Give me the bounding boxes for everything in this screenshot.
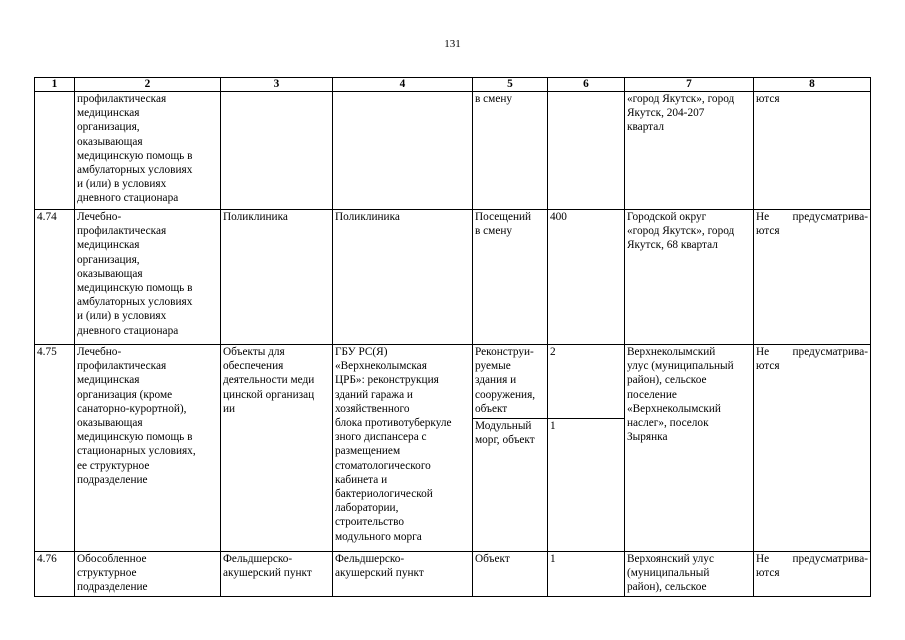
cell-line: в смену — [475, 225, 513, 238]
cell-location — [625, 552, 754, 597]
cell-line: организация (кроме — [77, 388, 173, 401]
cell-line: зданий гаража и — [335, 388, 413, 401]
cell-line: в смену — [475, 93, 513, 105]
cell-line: модульного морга — [335, 530, 422, 543]
cell-line: медицинская — [77, 107, 140, 120]
cell-unit — [473, 92, 548, 210]
cell-zones — [754, 210, 871, 345]
cell-line: Не предусматрива- — [756, 346, 868, 358]
table-row — [35, 552, 871, 597]
cell-line: улус (муниципальный — [627, 360, 734, 373]
cell-purpose — [221, 552, 333, 597]
cell-zones — [754, 345, 871, 552]
cell-line: размещением — [335, 445, 401, 458]
cell-line: и (или) в условиях — [77, 310, 167, 323]
document-table — [34, 77, 871, 597]
cell-line: ЦРБ»: реконструкция — [335, 374, 439, 387]
cell-line: подразделение — [77, 581, 148, 594]
cell-purpose — [221, 92, 333, 210]
header-cell: 1 — [35, 78, 75, 92]
cell-line: морг, объект — [475, 434, 535, 447]
cell-line: Поликлиника — [223, 211, 288, 223]
cell-line: подразделение — [77, 473, 148, 486]
cell-line: Реконструи- — [475, 346, 534, 358]
cell-line: ются — [756, 93, 780, 105]
cell-capacity — [548, 92, 625, 210]
cell-line: профилактическая — [77, 93, 167, 105]
cell-zones — [754, 552, 871, 597]
cell-line: здания и — [475, 374, 517, 387]
cell-unit — [473, 210, 548, 345]
cell-number: 4.74 — [35, 210, 75, 345]
cell-name — [333, 552, 473, 597]
cell-line: амбулаторных условиях — [77, 296, 193, 309]
cell-line: дневного стационара — [77, 192, 179, 205]
cell-line: поселение — [627, 388, 677, 401]
cell-line: Городской округ — [627, 211, 707, 223]
cell-line: (муниципальный — [627, 567, 710, 580]
cell-object-type — [75, 552, 221, 597]
cell-line: Объект — [475, 553, 510, 565]
cell-line: лаборатории, — [335, 502, 399, 515]
cell-line: объект — [475, 402, 508, 415]
table-row — [35, 92, 871, 210]
cell-location — [625, 210, 754, 345]
cell-line: ются — [756, 567, 780, 580]
cell-purpose — [221, 210, 333, 345]
cell-name — [333, 92, 473, 210]
cell-capacity: 2 — [548, 345, 625, 419]
header-cell: 6 — [548, 78, 625, 92]
cell-line: Модульный — [475, 420, 532, 432]
cell-line: медицинская — [77, 374, 140, 387]
table-row — [35, 345, 871, 419]
cell-line: профилактическая — [77, 360, 167, 373]
cell-line: медицинская — [77, 239, 140, 252]
cell-line: обеспечения — [223, 360, 284, 373]
cell-line: «Верхнеколымский — [627, 402, 721, 415]
header-cell: 4 — [333, 78, 473, 92]
cell-line: и (или) в условиях — [77, 178, 167, 191]
cell-line: «город Якутск», город — [627, 93, 735, 105]
cell-line: Зырянка — [627, 431, 668, 444]
cell-capacity: 400 — [548, 210, 625, 345]
cell-line: сооружения, — [475, 388, 536, 401]
cell-line: район), сельское — [627, 374, 707, 387]
cell-name — [333, 345, 473, 552]
cell-line: руемые — [475, 360, 511, 373]
cell-object-type — [75, 345, 221, 552]
cell-line: Якутск, 204-207 — [627, 107, 705, 120]
cell-line: зного диспансера с — [335, 431, 427, 444]
cell-line: акушерский пункт — [223, 567, 312, 580]
cell-line: «Верхнеколымская — [335, 360, 427, 373]
cell-line: ются — [756, 225, 780, 238]
cell-line: Якутск, 68 квартал — [627, 239, 718, 252]
cell-number: 4.75 — [35, 345, 75, 552]
cell-line: Верхнеколымский — [627, 346, 716, 358]
cell-line: кабинета и — [335, 473, 388, 486]
cell-line: строительство — [335, 516, 405, 529]
table-row — [35, 210, 871, 345]
cell-line: структурное — [77, 567, 137, 580]
cell-line: наслег», поселок — [627, 417, 709, 430]
cell-capacity: 1 — [548, 419, 625, 552]
cell-line: Лечебно- — [77, 346, 122, 358]
cell-line: ее структурное — [77, 459, 150, 472]
cell-line: стационарных условиях, — [77, 445, 196, 458]
cell-line: Посещений — [475, 211, 532, 223]
page-number: 131 — [444, 38, 461, 50]
cell-line: Фельдшерско- — [335, 553, 405, 565]
cell-purpose — [221, 345, 333, 552]
header-row — [35, 78, 871, 92]
cell-line: хозяйственного — [335, 402, 410, 415]
cell-line: оказывающая — [77, 267, 143, 280]
cell-line: Обособленное — [77, 553, 147, 565]
cell-line: блока противотуберкуле — [335, 417, 452, 430]
cell-unit — [473, 552, 548, 597]
cell-line: амбулаторных условиях — [77, 164, 193, 177]
cell-line: бактериологической — [335, 488, 433, 501]
cell-line: организация, — [77, 121, 140, 134]
cell-number: 4.76 — [35, 552, 75, 597]
cell-line: Не предусматрива- — [756, 211, 868, 223]
cell-capacity: 1 — [548, 552, 625, 597]
cell-line: ии — [223, 402, 236, 415]
cell-line: Объекты для — [223, 346, 285, 358]
cell-line: профилактическая — [77, 225, 167, 238]
cell-name — [333, 210, 473, 345]
cell-location — [625, 345, 754, 552]
cell-line: Фельдшерско- — [223, 553, 293, 565]
cell-line: Верхоянский улус — [627, 553, 714, 565]
cell-unit — [473, 419, 548, 552]
cell-line: дневного стационара — [77, 324, 179, 337]
cell-line: «город Якутск», город — [627, 225, 735, 238]
cell-line: Лечебно- — [77, 211, 122, 223]
header-cell: 8 — [754, 78, 871, 92]
cell-line: Поликлиника — [335, 211, 400, 223]
header-cell: 3 — [221, 78, 333, 92]
cell-line: медицинскую помощь в — [77, 282, 193, 295]
cell-line: цинской организац — [223, 388, 315, 401]
cell-object-type — [75, 92, 221, 210]
cell-line: ются — [756, 360, 780, 373]
cell-line: ГБУ РС(Я) — [335, 346, 388, 358]
cell-line: оказывающая — [77, 135, 143, 148]
cell-line: медицинскую помощь в — [77, 431, 193, 444]
cell-location — [625, 92, 754, 210]
header-cell: 7 — [625, 78, 754, 92]
header-cell: 2 — [75, 78, 221, 92]
cell-line: Не предусматрива- — [756, 553, 868, 565]
cell-number — [35, 92, 75, 210]
cell-line: санаторно-курортной), — [77, 402, 187, 415]
cell-line: медицинскую помощь в — [77, 149, 193, 162]
cell-line: квартал — [627, 121, 665, 134]
cell-line: деятельности меди — [223, 374, 315, 387]
cell-line: оказывающая — [77, 417, 143, 430]
cell-line: район), сельское — [627, 581, 707, 594]
cell-unit — [473, 345, 548, 419]
cell-line: акушерский пункт — [335, 567, 424, 580]
header-cell: 5 — [473, 78, 548, 92]
cell-zones — [754, 92, 871, 210]
cell-object-type — [75, 210, 221, 345]
cell-line: организация, — [77, 253, 140, 266]
cell-line: стоматологического — [335, 459, 431, 472]
